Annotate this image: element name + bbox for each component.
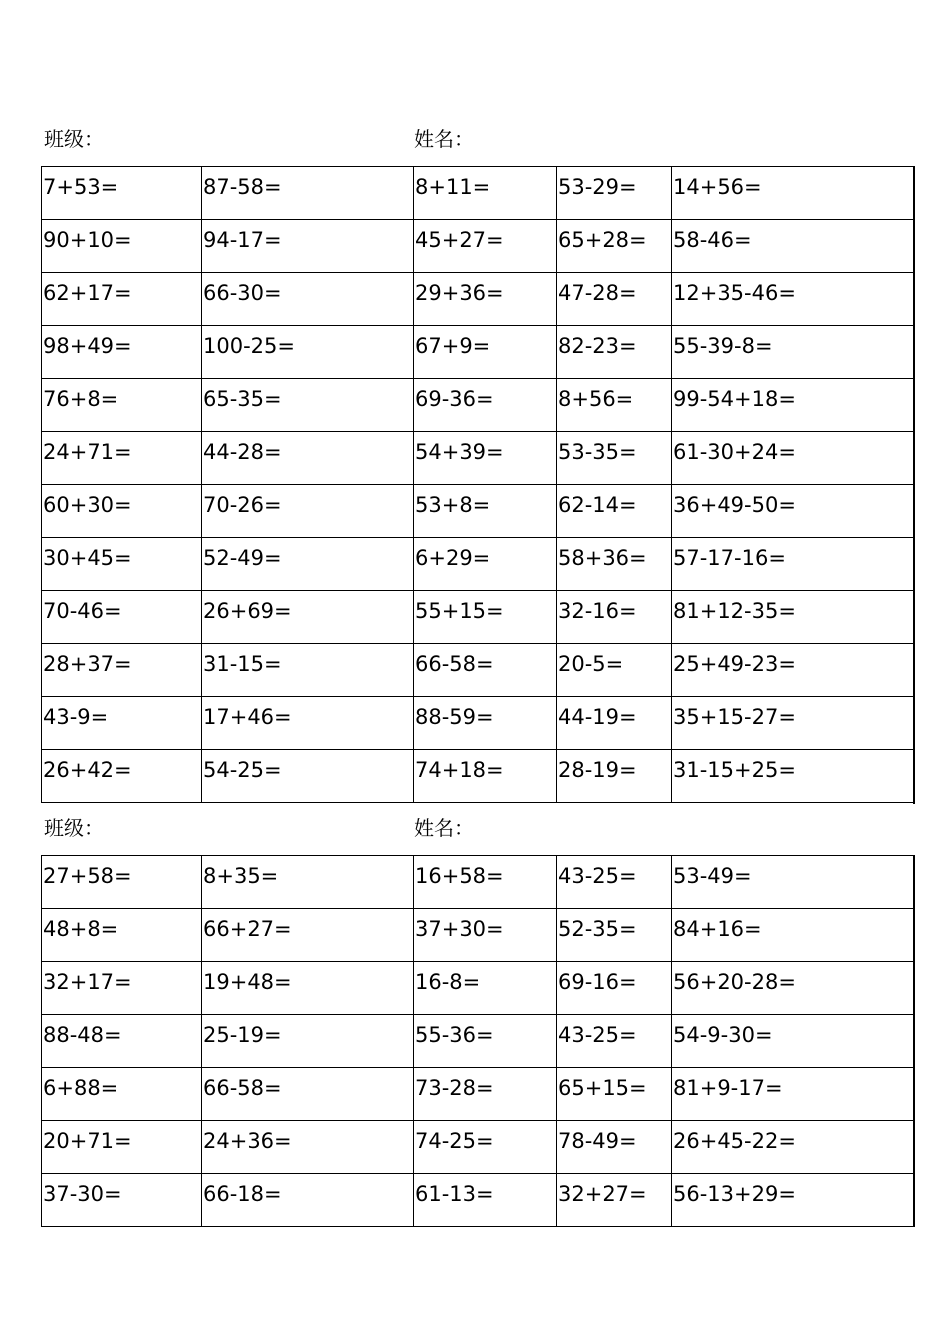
problem-row — [42, 856, 915, 909]
problem-cell: 54+39= — [414, 432, 557, 485]
problem-cell: 43-25= — [557, 856, 672, 909]
problem-row — [42, 909, 915, 962]
name-label: 姓名： — [414, 126, 474, 151]
problem-cell: 6+88= — [42, 1068, 202, 1121]
problem-cell: 81+9-17= — [672, 1068, 915, 1121]
problem-cell: 53+8= — [414, 485, 557, 538]
problem-cell: 26+69= — [202, 591, 414, 644]
problem-cell: 66-30= — [202, 273, 414, 326]
problem-cell: 61-30+24= — [672, 432, 915, 485]
problem-cell: 84+16= — [672, 909, 915, 962]
problem-cell: 29+36= — [414, 273, 557, 326]
problem-cell: 61-13= — [414, 1174, 557, 1227]
problem-row — [42, 167, 915, 220]
problem-row — [42, 697, 915, 750]
problem-cell: 25+49-23= — [672, 644, 915, 697]
problem-cell: 65-35= — [202, 379, 414, 432]
problem-cell: 20+71= — [42, 1121, 202, 1174]
problem-cell: 16-8= — [414, 962, 557, 1015]
problem-row — [42, 538, 915, 591]
problem-cell: 55+15= — [414, 591, 557, 644]
problem-row — [42, 1015, 915, 1068]
problem-cell: 60+30= — [42, 485, 202, 538]
problem-row — [42, 1121, 915, 1174]
problem-row — [42, 326, 915, 379]
problem-cell: 76+8= — [42, 379, 202, 432]
problem-cell: 44-28= — [202, 432, 414, 485]
problem-cell: 70-46= — [42, 591, 202, 644]
problem-cell: 66-18= — [202, 1174, 414, 1227]
problem-cell: 7+53= — [42, 167, 202, 220]
problem-cell: 65+15= — [557, 1068, 672, 1121]
problem-cell: 26+42= — [42, 750, 202, 803]
problem-row — [42, 220, 915, 273]
problem-cell: 26+45-22= — [672, 1121, 915, 1174]
problem-cell: 69-36= — [414, 379, 557, 432]
problem-row — [42, 1174, 915, 1227]
problem-cell: 67+9= — [414, 326, 557, 379]
problem-cell: 37-30= — [42, 1174, 202, 1227]
problem-cell: 62+17= — [42, 273, 202, 326]
problem-cell: 100-25= — [202, 326, 414, 379]
problem-cell: 48+8= — [42, 909, 202, 962]
problem-cell: 57-17-16= — [672, 538, 915, 591]
problem-cell: 66-58= — [202, 1068, 414, 1121]
problem-row — [42, 1068, 915, 1121]
problem-cell: 19+48= — [202, 962, 414, 1015]
problem-cell: 55-39-8= — [672, 326, 915, 379]
problem-cell: 69-16= — [557, 962, 672, 1015]
problem-cell: 90+10= — [42, 220, 202, 273]
name-label: 姓名： — [414, 815, 474, 840]
sheet-1-problem-table — [41, 166, 915, 803]
problem-cell: 88-59= — [414, 697, 557, 750]
problem-cell: 56+20-28= — [672, 962, 915, 1015]
problem-cell: 32+27= — [557, 1174, 672, 1227]
problem-cell: 24+71= — [42, 432, 202, 485]
problem-cell: 99-54+18= — [672, 379, 915, 432]
problem-cell: 28+37= — [42, 644, 202, 697]
problem-cell: 66+27= — [202, 909, 414, 962]
problem-cell: 56-13+29= — [672, 1174, 915, 1227]
problem-cell: 6+29= — [414, 538, 557, 591]
problem-cell: 98+49= — [42, 326, 202, 379]
class-label: 班级： — [44, 815, 104, 840]
problem-cell: 8+56= — [557, 379, 672, 432]
problem-cell: 66-58= — [414, 644, 557, 697]
problem-cell: 35+15-27= — [672, 697, 915, 750]
problem-cell: 52-49= — [202, 538, 414, 591]
problem-cell: 31-15= — [202, 644, 414, 697]
problem-cell: 36+49-50= — [672, 485, 915, 538]
problem-cell: 74-25= — [414, 1121, 557, 1174]
problem-cell: 20-5= — [557, 644, 672, 697]
problem-cell: 65+28= — [557, 220, 672, 273]
problem-cell: 16+58= — [414, 856, 557, 909]
problem-cell: 37+30= — [414, 909, 557, 962]
problem-cell: 8+11= — [414, 167, 557, 220]
problem-cell: 17+46= — [202, 697, 414, 750]
problem-cell: 53-49= — [672, 856, 915, 909]
problem-cell: 54-9-30= — [672, 1015, 915, 1068]
problem-cell: 62-14= — [557, 485, 672, 538]
problem-cell: 53-29= — [557, 167, 672, 220]
problem-cell: 94-17= — [202, 220, 414, 273]
problem-cell: 32+17= — [42, 962, 202, 1015]
problem-row — [42, 432, 915, 485]
class-label: 班级： — [44, 126, 104, 151]
problem-cell: 54-25= — [202, 750, 414, 803]
problem-cell: 30+45= — [42, 538, 202, 591]
problem-cell: 58+36= — [557, 538, 672, 591]
problem-cell: 43-9= — [42, 697, 202, 750]
problem-cell: 55-36= — [414, 1015, 557, 1068]
problem-cell: 82-23= — [557, 326, 672, 379]
problem-cell: 44-19= — [557, 697, 672, 750]
problem-cell: 74+18= — [414, 750, 557, 803]
problem-cell: 8+35= — [202, 856, 414, 909]
problem-cell: 28-19= — [557, 750, 672, 803]
problem-cell: 47-28= — [557, 273, 672, 326]
problem-cell: 32-16= — [557, 591, 672, 644]
sheet-2-right-border — [913, 855, 915, 1227]
problem-cell: 25-19= — [202, 1015, 414, 1068]
problem-cell: 14+56= — [672, 167, 915, 220]
problem-row — [42, 644, 915, 697]
problem-cell: 24+36= — [202, 1121, 414, 1174]
problem-row — [42, 962, 915, 1015]
problem-cell: 53-35= — [557, 432, 672, 485]
problem-cell: 70-26= — [202, 485, 414, 538]
problem-cell: 78-49= — [557, 1121, 672, 1174]
sheet-1-right-border — [913, 166, 915, 804]
problem-cell: 88-48= — [42, 1015, 202, 1068]
problem-cell: 12+35-46= — [672, 273, 915, 326]
problem-row — [42, 750, 915, 803]
problem-cell: 31-15+25= — [672, 750, 915, 803]
problem-cell: 45+27= — [414, 220, 557, 273]
problem-cell: 81+12-35= — [672, 591, 915, 644]
problem-cell: 27+58= — [42, 856, 202, 909]
problem-row — [42, 485, 915, 538]
problem-row — [42, 273, 915, 326]
problem-cell: 73-28= — [414, 1068, 557, 1121]
problem-row — [42, 591, 915, 644]
sheet-2-problem-table — [41, 855, 915, 1227]
problem-cell: 52-35= — [557, 909, 672, 962]
problem-cell: 87-58= — [202, 167, 414, 220]
problem-cell: 43-25= — [557, 1015, 672, 1068]
problem-row — [42, 379, 915, 432]
problem-cell: 58-46= — [672, 220, 915, 273]
